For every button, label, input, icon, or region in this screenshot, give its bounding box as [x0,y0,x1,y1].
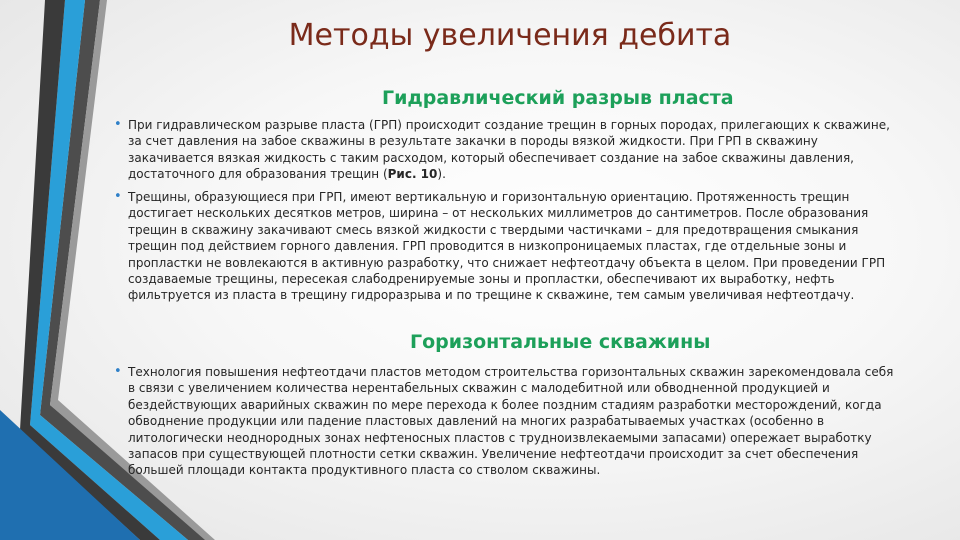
section-heading-fracturing: Гидравлический разрыв пласта [382,87,734,109]
bullet-horizontal-wells: • Технология повышения нефтеотдачи пластов методом строительства горизонтальных скважин зарекомендовала себя в связи с увеличением количества нерентабельных скважин с малодебитной или обводненной продукцией и бездействующих аварийных скважин по мере перехода к более поздним стадиям разработки месторождений, когда обводнение продукции или падение пластовых давлений на многих разрабатываемых участках (особенно в литологически неоднородных зонах нефтеносных пластов с трудноизвлекаемыми запасами) опережает выработку запасов при существующей плотности сетки скважин. Увеличение нефтеотдачи происходит за счет обеспечения большей площади контакта продуктивного пласта со стволом скважины. [128,364,900,479]
slide-title: Методы увеличения дебита [288,18,732,53]
figure-reference: Рис. 10 [387,167,438,182]
bullet-text: При гидравлическом разрыве пласта (ГРП) происходит создание трещин в горных породах, прилегающих к скважине, за счет давления на забое скважины в результате закачки в породы вязкой жидкости. При ГРП в скважину закачивается вязкая жидкость с таким расходом, который обеспечивает создание на забое скважины давления, достаточного для образования трещин ( [128,118,890,182]
bullet-text-end: ). [437,167,446,182]
bullet-fracturing-cracks: • Трещины, образующиеся при ГРП, имеют вертикальную и горизонтальную ориентацию. Протяженность трещин достигает нескольких десятков метров, ширина – от нескольких миллиметров до сантиметров. После образования трещин в скважину закачивают смесь вязкой жидкости с твердыми частичками – для предотвращения смыкания трещин под действием горного давления. ГРП проводится в низкопроницаемых пластах, где отдельные зоны и пропластки не вовлекаются в активную разработку, что снижает нефтеотдачу объекта в целом. При проведении ГРП создаваемые трещины, пересекая слабодренируемые зоны и пропластки, обеспечивают их выработку, нефть фильтруется из пласта в трещину гидроразрыва и по трещине к скважине, тем самым увеличивая нефтеотдачу. [128,189,900,304]
bullet-fracturing-intro [128,117,900,183]
section-heading-horizontal-wells: Горизонтальные скважины [410,331,711,353]
